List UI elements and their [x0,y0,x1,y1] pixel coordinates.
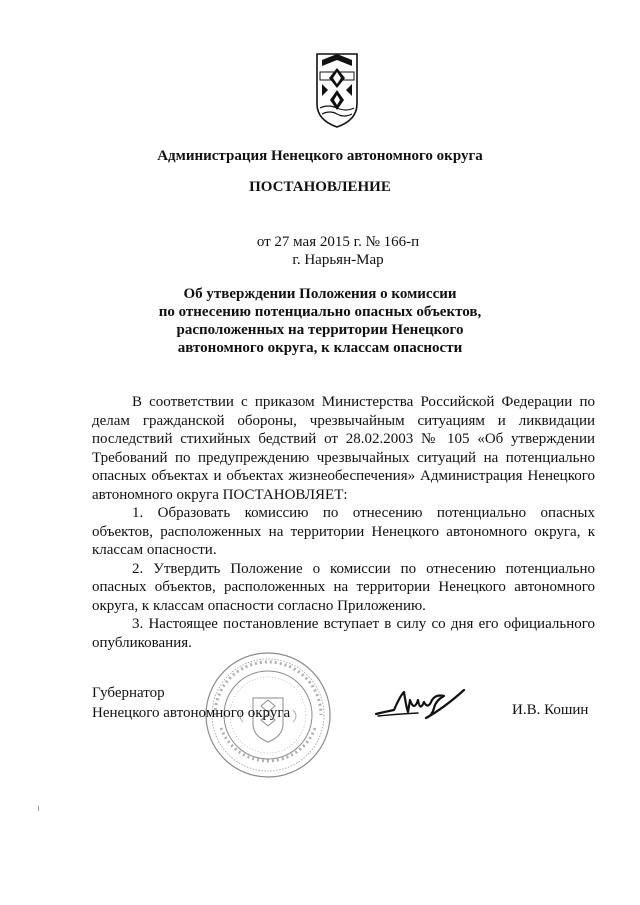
handwritten-signature-icon [374,686,466,722]
document-subject [0,285,640,357]
subject-line: по отнесению потенциально опасных объектов, [158,304,482,320]
organization-name: Администрация Ненецкого автономного округа [157,148,483,164]
signatory-title-line: Ненецкого автономного округа [92,705,291,721]
subject-line: расположенных на территории Ненецкого [176,322,464,338]
subject-line: Об утверждении Положения о комиссии [183,286,457,302]
coat-of-arms-icon [314,50,360,130]
body-paragraph-item-2: 2. Утвердить Положение о комиссии по отнесению потенциально опасных объектов, расположенных на территории Ненецкого автономного округа, к классам опасности согласно Приложению. [92,560,595,614]
body-paragraph-item-1: 1. Образовать комиссию по отнесению потенциально опасных объектов, расположенных на территории Ненецкого автономного округа, к классам опасности. [92,505,595,558]
signatory-title [92,683,290,723]
document-city: г. Нарьян-Мар [292,252,384,268]
signatory-name: И.В. Кошин [512,702,589,718]
body-paragraph-item-3: 3. Настоящее постановление вступает в силу со дня его официального опубликования. [92,616,595,651]
document-date-number: от 27 мая 2015 г. № 166-п [256,234,420,250]
body-paragraph-preamble: В соответствии с приказом Министерства Российской Федерации по делам гражданской обороны, чрезвычайным ситуациям и ликвидации последствий стихийных бедствий от 28.02.2003 № 105 «Об утверждении Требований по предупреждению чрезвычайных ситуаций на потенциально опасных объектах и объектах жизнеобеспечения» Администрация Ненецкого автономного округа ПОСТАНОВЛЯЕТ: [92,394,595,503]
signatory-title-line: Губернатор [92,685,165,701]
subject-line: автономного округа, к классам опасности [177,340,463,356]
document-type: ПОСТАНОВЛЕНИЕ [249,179,391,195]
margin-mark [38,806,39,811]
document-body [92,393,595,652]
